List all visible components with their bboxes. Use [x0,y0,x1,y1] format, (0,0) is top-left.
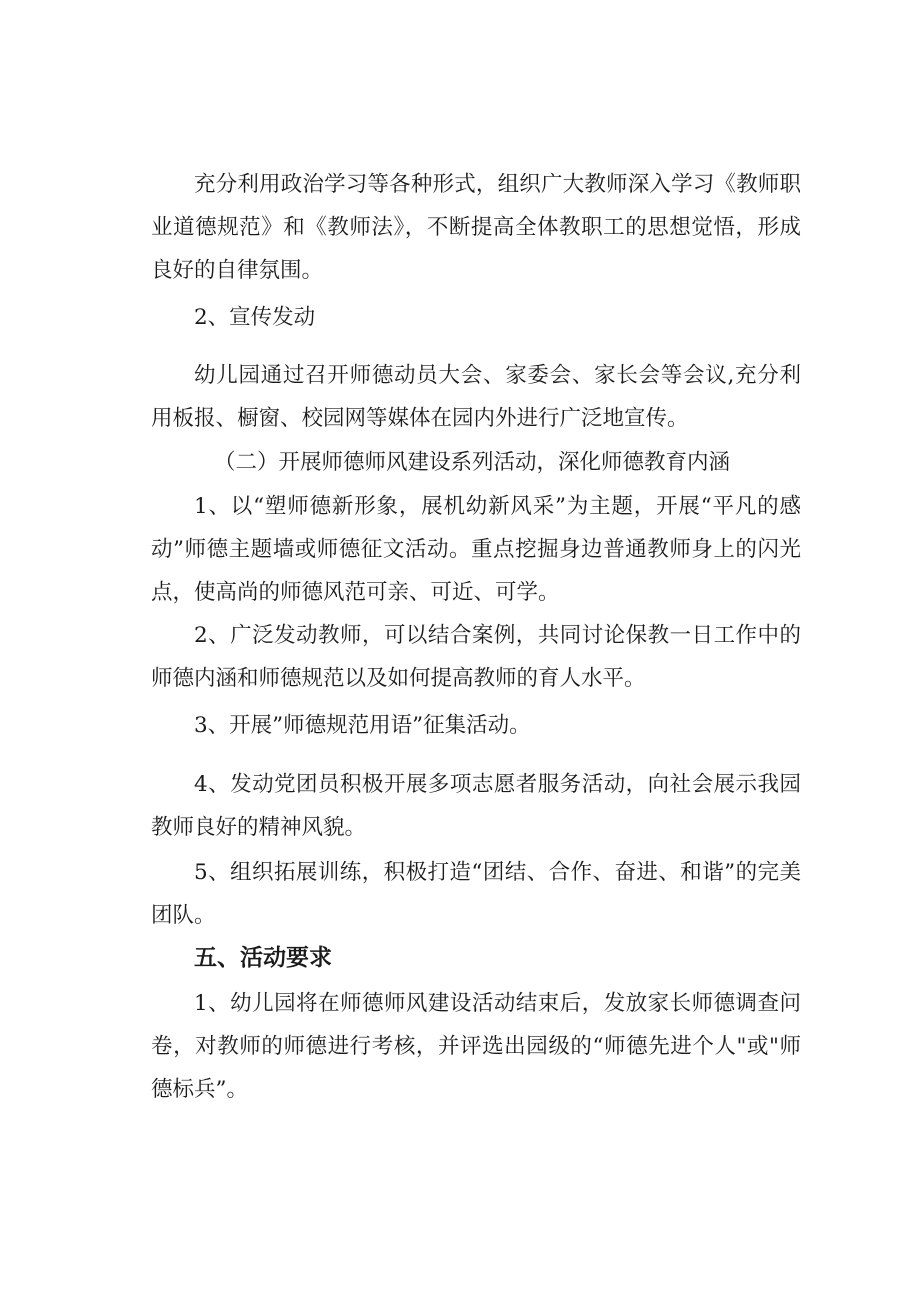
list-item-1: 1、以“塑师德新形象，展机幼新风采”为主题，开展“平凡的感动”师德主题墙或师德征文活动。重点挖掘身边普通教师身上的闪光点，使高尚的师德风范可亲、可近、可学。 [151,494,801,605]
section-heading-requirements: 五、活动要求 [194,945,332,971]
list-item-5: 5、组织拓展训练，积极打造“团结、合作、奋进、和谐”的完美团队。 [151,860,801,928]
requirement-item-1: 1、幼儿园将在师德师风建设活动结束后，发放家长师德调查问卷，对教师的师德进行考核，并评选出园级的“师德先进个人"或"师德标兵”。 [151,991,801,1102]
paragraph-publicity: 幼儿园通过召开师德动员大会、家委会、家长会等会议,充分利用板报、橱窗、校园网等媒体在园内外进行广泛地宣传。 [151,363,801,431]
list-item-2: 2、广泛发动教师，可以结合案例，共同讨论保教一日工作中的师德内涵和师德规范以及如何提高教师的育人水平。 [151,623,801,691]
list-item-4: 4、发动党团员积极开展多项志愿者服务活动，向社会展示我园教师良好的精神风貌。 [151,772,801,840]
subheading-publicity: 2、宣传发动 [194,305,316,330]
paragraph-study-intro: 充分利用政治学习等各种形式，组织广大教师深入学习《教师职业道德规范》和《教师法》，不断提高全体教职工的思想觉悟，形成良好的自律氛围。 [151,172,801,283]
section-heading-activities: （二）开展师德师风建设系列活动，深化师德教育内涵 [214,450,731,475]
list-item-3: 3、开展”师德规范用语”征集活动。 [194,713,531,738]
